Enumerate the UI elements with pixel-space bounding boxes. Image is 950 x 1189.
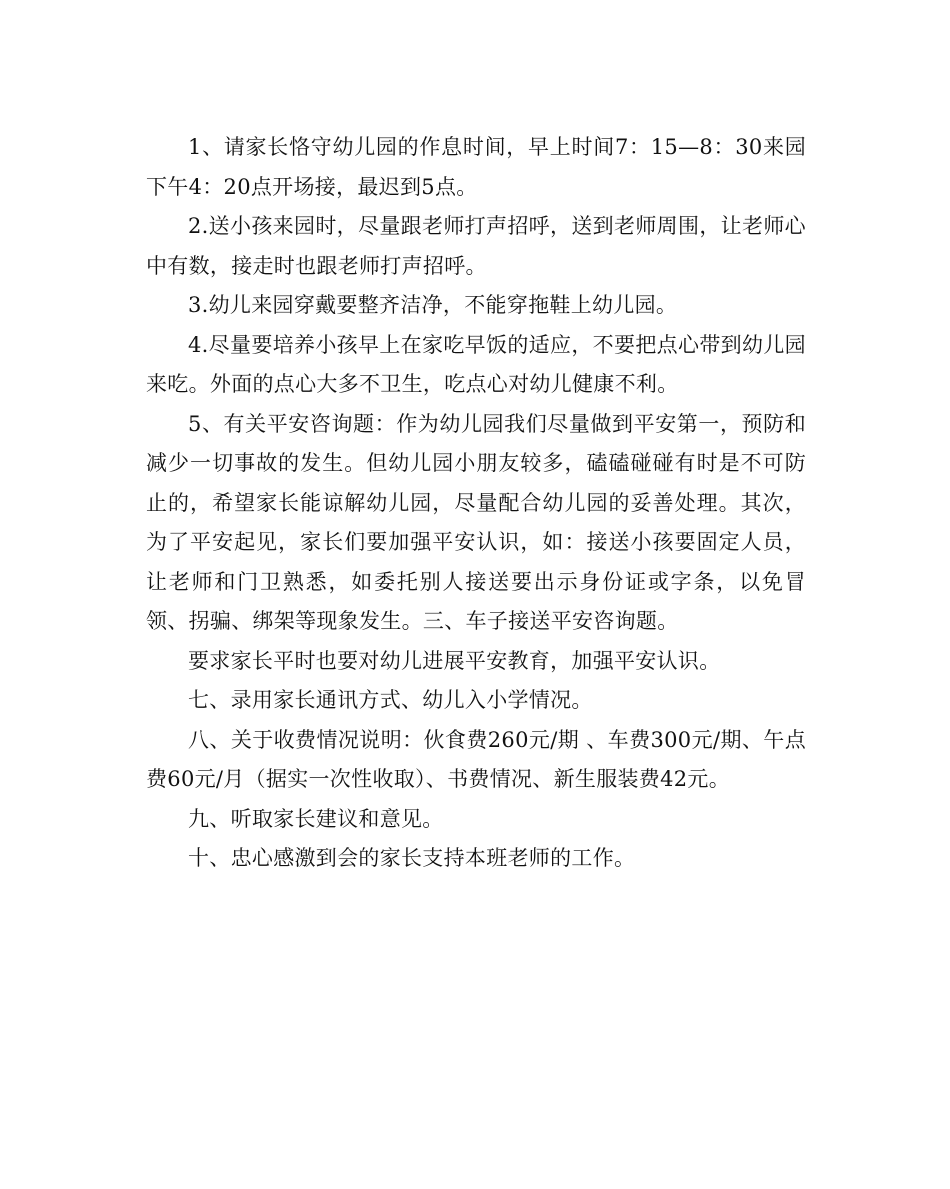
- paragraph-7: 七、录用家长通讯方式、幼儿入小学情况。: [188, 688, 593, 712]
- paragraph-9: 九、听取家长建议和意见。: [188, 806, 444, 831]
- paragraph-6: 要求家长平时也要对幼儿进展平安教育，加强平安认识。: [188, 648, 721, 673]
- document-body: [146, 128, 806, 879]
- paragraph-8: 八、关于收费情况说明：伙食费260元/期 、车费300元/期、午点费60元/月（据实一次性收取）、书费情况、新生服装费42元。: [146, 727, 806, 791]
- paragraph-1: 1、请家长恪守幼儿园的作息时间，早上时间7：15—8：30来园下午4：20点开场接，最迟到5点。: [146, 135, 806, 199]
- paragraph-5: 5、有关平安咨询题：作为幼儿园我们尽量做到平安第一，预防和减少一切事故的发生。但幼儿园小朋友较多，磕磕碰碰有时是不可防止的，希望家长能谅解幼儿园，尽量配合幼儿园的妥善处理。其次，为了平安起见，家长们要加强平安认识，如：接送小孩要固定人员，让老师和门卫熟悉，如委托别人接送要出示身份证或字条，以免冒领、拐骗、绑架等现象发生。三、车子接送平安咨询题。: [146, 411, 806, 633]
- paragraph-2: 2.送小孩来园时，尽量跟老师打声招呼，送到老师周围，让老师心中有数，接走时也跟老师打声招呼。: [146, 214, 806, 278]
- paragraph-4: 4.尽量要培养小孩早上在家吃早饭的适应，不要把点心带到幼儿园来吃。外面的点心大多不卫生，吃点心对幼儿健康不利。: [146, 332, 806, 396]
- paragraph-10: 十、忠心感激到会的家长支持本班老师的工作。: [188, 846, 636, 870]
- paragraph-3: 3.幼儿来园穿戴要整齐洁净，不能穿拖鞋上幼儿园。: [188, 293, 678, 317]
